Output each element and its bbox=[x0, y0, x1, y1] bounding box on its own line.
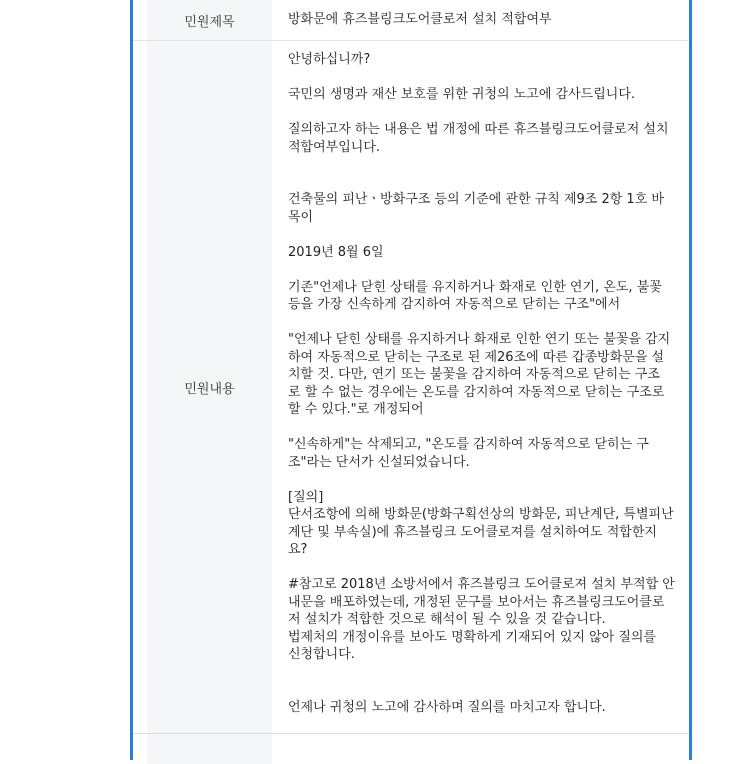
next-row bbox=[133, 734, 689, 764]
petition-title: 방화문에 휴즈블링크도어클로저 설치 적합여부 bbox=[288, 12, 552, 27]
content-value-cell bbox=[288, 41, 677, 733]
regulation-paragraph: 건축물의 피난ㆍ방화구조 등의 기준에 관한 규칙 제9조 2항 1호 바 목이 bbox=[288, 192, 664, 225]
date-paragraph: 2019년 8월 6일 bbox=[288, 244, 384, 260]
next-row-label bbox=[147, 734, 272, 764]
content-label: 민원내용 bbox=[147, 41, 272, 733]
closing-paragraph: 언제나 귀청의 노고에 감사하며 질의를 마치고자 합니다. bbox=[288, 699, 606, 715]
question-paragraph: 단서조항에 의해 방화문(방화구획선상의 방화문, 피난계단, 특별피난 계단 및 부속실)에 휴즈블링크 도어클로져를 설치하여도 적합한지 요? bbox=[288, 507, 674, 557]
greeting-paragraph: 안녕하십니까? bbox=[288, 52, 371, 67]
thanks-paragraph: 국민의 생명과 재산 보호를 위한 귀청의 노고에 감사드립니다. bbox=[288, 87, 636, 102]
intro-paragraph: 질의하고자 하는 내용은 법 개정에 따른 휴즈블링크도어클로저 설치 적합여부입니다. bbox=[288, 122, 669, 155]
after-paragraph: "언제나 닫힌 상태를 유지하거나 화재로 인한 연기 또는 불꽃을 감지 하여 자동적으로 닫히는 구조로 된 제26조에 따른 갑종방화문을 설 치할 것. 다만, 연기 또는 불꽃을 감지하여 자동적으로 닫히는 구조 로 할 수 없는 경우에는 온도를 감지하여 자동적으로 닫히는 구조로 할 수 있다."로 개정되어 bbox=[288, 332, 671, 417]
title-value-cell bbox=[288, 0, 677, 40]
question-heading: [질의] bbox=[288, 489, 324, 505]
before-paragraph: 기존"언제나 닫힌 상태를 유지하거나 화재로 인한 연기, 온도, 불꽃 등을 가장 신속하게 감지하여 자동적으로 닫히는 구조"에서 bbox=[288, 279, 662, 312]
title-row bbox=[133, 0, 689, 41]
content-row bbox=[133, 41, 689, 734]
petition-panel bbox=[130, 0, 692, 760]
petition-body bbox=[288, 41, 677, 716]
title-label: 민원제목 bbox=[147, 0, 272, 40]
change-paragraph: "신속하게"는 삭제되고, "온도를 감지하여 자동적으로 닫히는 구 조"라는 단서가 신설되었습니다. bbox=[288, 437, 649, 470]
note-paragraph: #참고로 2018년 소방서에서 휴즈블링크 도어클로져 설치 부적합 안 내문을 배포하였는데, 개정된 문구를 보아서는 휴즈블링크도어클로 저 설치가 적합한 것으로 해석이 될 수 있을 것 같습니다. 법제처의 개정이유를 보아도 명확하게 기재되어 있지 않아 질의를 신청합니다. bbox=[288, 577, 675, 662]
